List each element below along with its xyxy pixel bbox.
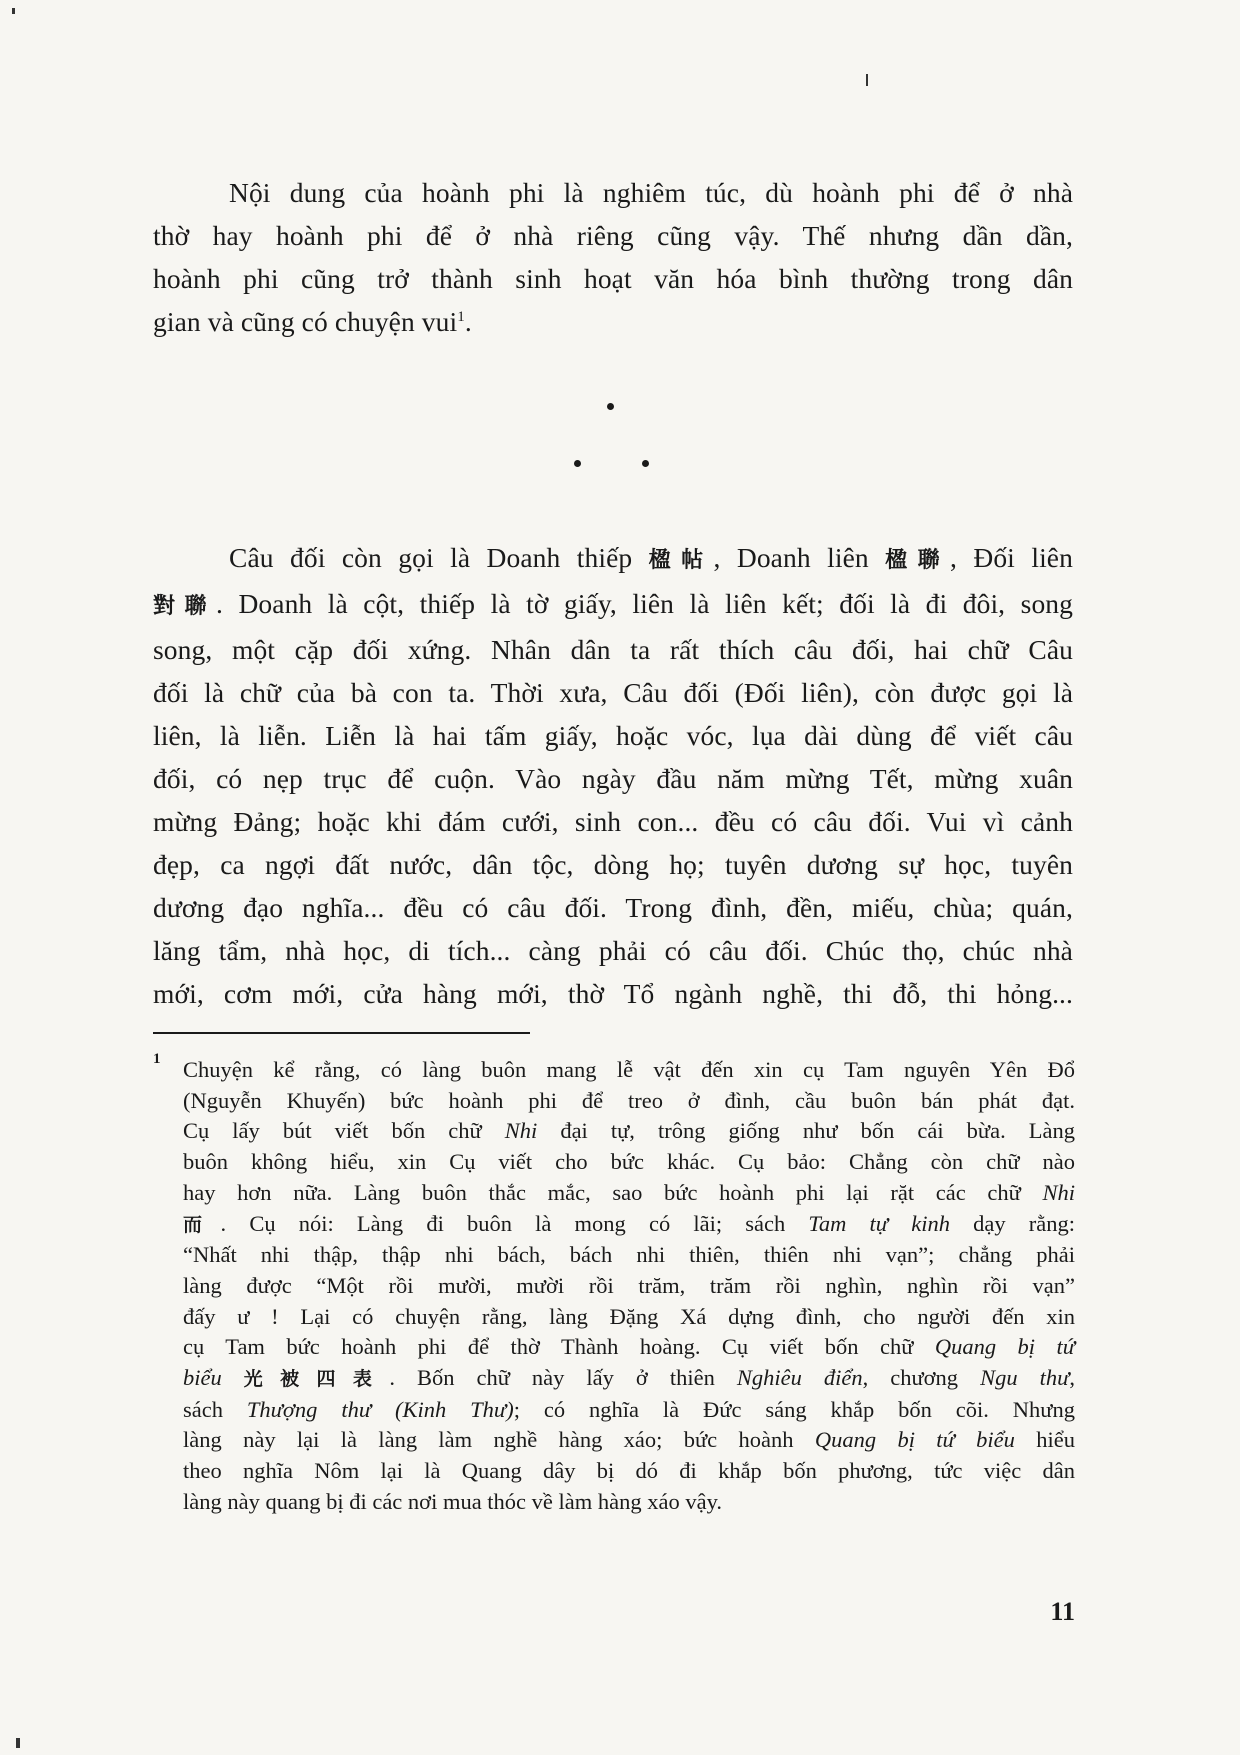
italic-term: Nghiêu điển bbox=[736, 1365, 863, 1391]
italic-term: biểu bbox=[183, 1365, 222, 1391]
footnote-line bbox=[183, 1332, 1075, 1363]
text-fragment: , chương bbox=[862, 1365, 981, 1391]
text-fragment: . Doanh là cột, thiếp là tờ giấy, liên là liên kết; đối là đi đôi, song bbox=[216, 588, 1073, 619]
text-fragment: dạy rằng: bbox=[949, 1210, 1075, 1236]
text-line bbox=[153, 582, 1073, 628]
footnote-divider bbox=[153, 1032, 530, 1034]
text-fragment: , bbox=[1069, 1365, 1075, 1391]
text-line bbox=[153, 536, 1073, 582]
paragraph-cau-doi bbox=[153, 536, 1073, 1015]
footnote-line bbox=[183, 1395, 1075, 1426]
chinese-characters: 光被四表 bbox=[243, 1368, 390, 1391]
text-line: đối là chữ của bà con ta. Thời xưa, Câu đối (Đối liên), còn được gọi là bbox=[153, 677, 1073, 708]
text-fragment: ; có nghĩa là Đức sáng khắp bốn cõi. Nhưng bbox=[513, 1396, 1075, 1422]
text-line: đối, có nẹp trục để cuộn. Vào ngày đầu năm mừng Tết, mừng xuân bbox=[153, 763, 1073, 794]
text-line: đẹp, ca ngợi đất nước, dân tộc, dòng họ; tuyên dương sự học, tuyên bbox=[153, 849, 1073, 880]
scan-mark-top-right bbox=[866, 74, 868, 86]
text-fragment: hiểu bbox=[1014, 1427, 1075, 1453]
italic-term: Nhi bbox=[504, 1118, 538, 1144]
text-fragment: , Đối liên bbox=[950, 542, 1073, 573]
italic-term: Thượng thư (Kinh Thư) bbox=[246, 1396, 514, 1422]
footnote-marker: 1 bbox=[153, 1051, 161, 1067]
italic-term: Quang bị tứ bbox=[934, 1334, 1075, 1360]
footnote-line: đấy ư ! Lại có chuyện rằng, làng Đặng Xá dựng đình, cho người đến xin bbox=[183, 1303, 1075, 1329]
text-line: thờ hay hoành phi để ở nhà riêng cũng vậy. Thế nhưng dần dần, bbox=[153, 220, 1073, 251]
footnote-line bbox=[183, 1425, 1075, 1456]
text-line: gian và cũng có chuyện vui$^1$. bbox=[153, 306, 472, 337]
italic-term: Tam tự kinh bbox=[808, 1210, 950, 1236]
chinese-characters: 楹聯 bbox=[885, 548, 950, 573]
text-fragment: . Bốn chữ này lấy ở thiên bbox=[389, 1365, 737, 1391]
chinese-characters: 而 bbox=[183, 1213, 221, 1236]
footnote-line bbox=[183, 1209, 1075, 1241]
footnote-line: (Nguyễn Khuyến) bức hoành phi để treo ở đình, cầu buôn bán phát đạt. bbox=[183, 1087, 1075, 1113]
text-line: liên, là liễn. Liễn là hai tấm giấy, hoặc vóc, lụa dài dùng để viết câu bbox=[153, 720, 1073, 751]
text-fragment: làng này lại là làng làm nghề hàng xáo; bức hoành bbox=[183, 1427, 815, 1453]
text-fragment: hay hơn nữa. Làng buôn thắc mắc, sao bức hoành phi lại rặt các chữ bbox=[183, 1179, 1043, 1205]
text-fragment: gian và cũng có chuyện vui bbox=[153, 306, 458, 337]
text-line: song, một cặp đối xứng. Nhân dân ta rất thích câu đối, hai chữ Câu bbox=[153, 634, 1073, 665]
page-number: 11 bbox=[1050, 1597, 1075, 1626]
text-fragment: . Cụ nói: Làng đi buôn là mong có lãi; sách bbox=[220, 1210, 809, 1236]
chinese-characters: 楹帖 bbox=[648, 548, 714, 573]
footnote-line: làng được “Một rồi mười, mười rồi trăm, trăm rồi nghìn, nghìn rồi vạn” bbox=[183, 1272, 1075, 1298]
scan-mark-bottom-left bbox=[16, 1738, 20, 1748]
text-fragment: đại tự, trông giống như bốn cái bừa. Làng bbox=[537, 1118, 1076, 1144]
italic-term: Quang bị tứ biểu bbox=[814, 1427, 1015, 1453]
text-fragment: sách bbox=[183, 1396, 247, 1422]
paragraph-hoanh-phi bbox=[153, 171, 1073, 343]
text-fragment: Cụ lấy bút viết bốn chữ bbox=[183, 1118, 505, 1144]
text-line: hoành phi cũng trở thành sinh hoạt văn hóa bình thường trong dân bbox=[153, 263, 1073, 294]
footnote bbox=[183, 1055, 1075, 1518]
footnote-line bbox=[183, 1363, 1075, 1395]
text-fragment: Câu đối còn gọi là Doanh thiếp bbox=[229, 542, 649, 573]
footnote-line: “Nhất nhi thập, thập nhi bách, bách nhi thiên, thiên nhi vạn”; chẳng phải bbox=[183, 1242, 1075, 1268]
text-line: mừng Đảng; hoặc khi đám cưới, sinh con... đều có câu đối. Vui vì cảnh bbox=[153, 806, 1073, 837]
text-line: dương đạo nghĩa... đều có câu đối. Trong đình, đền, miếu, chùa; quán, bbox=[153, 892, 1073, 923]
text-fragment: cụ Tam bức hoành phi để thờ Thành hoàng. Cụ viết bốn chữ bbox=[183, 1334, 935, 1360]
italic-term: Nhi bbox=[1042, 1179, 1075, 1205]
italic-term: Ngu thư bbox=[980, 1365, 1070, 1391]
text-line: lăng tẩm, nhà học, di tích... càng phải có câu đối. Chúc thọ, chúc nhà bbox=[153, 935, 1073, 966]
footnote-line: theo nghĩa Nôm lại là Quang dây bị dó đi khắp bốn phương, tức việc dân bbox=[183, 1458, 1075, 1484]
text-line: Nội dung của hoành phi là nghiêm túc, dù hoành phi để ở nhà bbox=[229, 177, 1073, 208]
footnote-line bbox=[183, 1178, 1075, 1209]
scan-mark-top-left bbox=[12, 8, 15, 14]
text-line: mới, cơm mới, cửa hàng mới, thờ Tổ ngành nghề, thi đỗ, thi hỏng... bbox=[153, 978, 1073, 1009]
footnote-line: buôn không hiểu, xin Cụ viết cho bức khác. Cụ bảo: Chẳng còn chữ nào bbox=[183, 1149, 1075, 1175]
footnote-line: Chuyện kể rằng, có làng buôn mang lễ vật đến xin cụ Tam nguyên Yên Đổ bbox=[183, 1057, 1075, 1082]
text-fragment: , Doanh liên bbox=[713, 542, 886, 573]
footnote-reference: 1 bbox=[457, 308, 465, 325]
footnote-line: làng này quang bị đi các nơi mua thóc về làm hàng xáo vậy. bbox=[183, 1488, 723, 1514]
chinese-characters: 對聯 bbox=[153, 594, 217, 619]
footnote-line bbox=[183, 1116, 1075, 1147]
